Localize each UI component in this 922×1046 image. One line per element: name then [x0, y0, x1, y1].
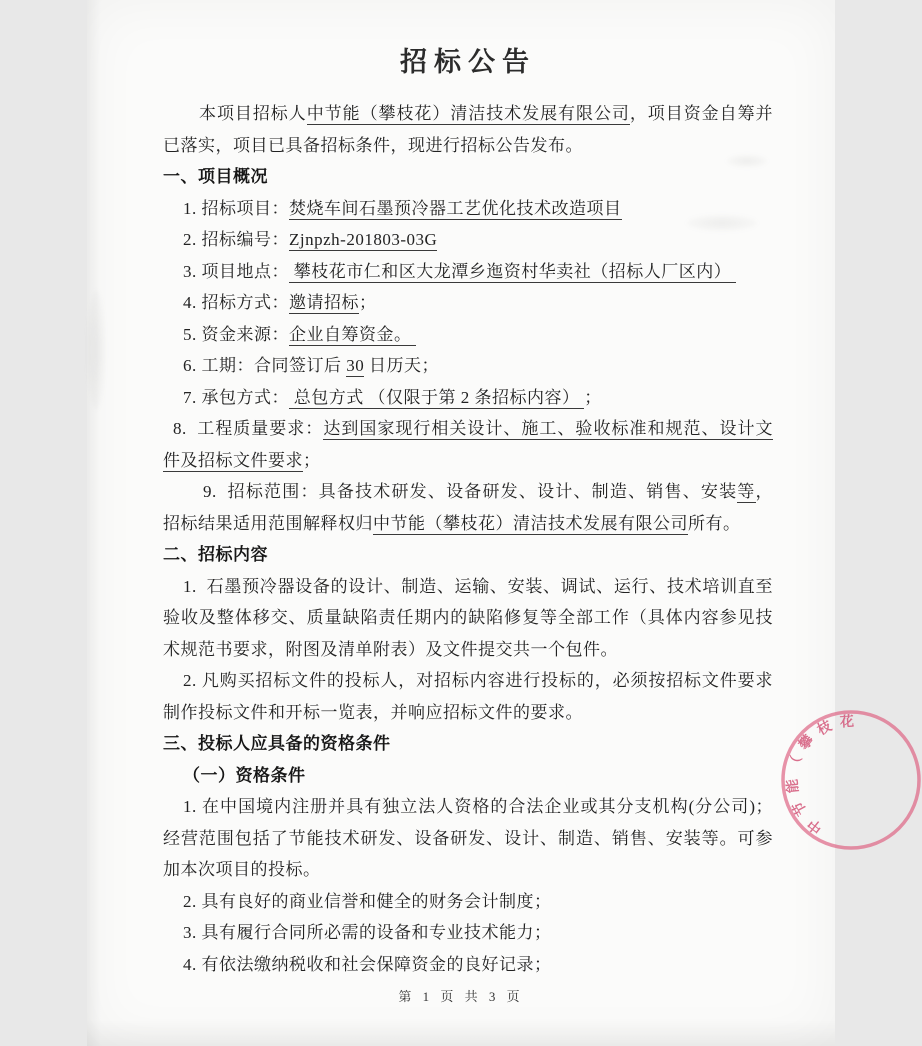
document-title: 招标公告	[400, 47, 536, 77]
seal-ring	[783, 712, 919, 848]
seal-character: （	[786, 754, 806, 773]
scan-edge-shadow-bottom	[87, 1020, 835, 1046]
seal-character: 节	[790, 798, 811, 818]
text-run: ，项目资金自筹并已落实，项目已具备招标条件，现进行招标公告发布。	[163, 104, 774, 155]
scan-smudge	[87, 290, 105, 410]
text-run: ；	[303, 450, 321, 470]
text-run: ， 招标结果适用范围解释权归	[163, 482, 783, 533]
list-item	[163, 413, 773, 476]
section3-subheading: （一）资格条件	[183, 765, 306, 785]
seal-character: 花	[839, 714, 855, 731]
text-run: 1. 招标项目：	[183, 198, 289, 218]
text-run-underlined: 焚烧车间石墨预冷器工艺优化技术改造项目	[289, 198, 622, 218]
section3-heading: 三、投标人应具备的资格条件	[163, 734, 391, 753]
text-run: 1. 石墨预冷器设备的设计、制造、运输、安装、调试、运行、技术培训直至验收及整体移交、质量缺陷责任期内的缺陷修复等全部工作（具体内容参见技术规范书要求，附图及清单附表）及文件提交共一个包件。	[163, 576, 773, 659]
text-run: 4. 招标方式：	[183, 293, 289, 312]
seal-character: 攀	[796, 732, 818, 754]
seal-character: 能	[785, 778, 803, 794]
text-run-underlined: 邀请招标	[289, 293, 359, 312]
list-item	[163, 319, 773, 351]
text-run: 1. 在中国境内注册并具有独立法人资格的合法企业或其分支机构(分公司)；经营范围包括了节能技术研发、设备研发、设计、制造、销售、安装等。可参加本次项目的投标。	[163, 797, 773, 879]
text-run-underlined: 攀枝花市仁和区大龙潭乡迤资村华卖社（招标人厂区内）	[289, 261, 736, 281]
list-item	[163, 476, 783, 539]
text-run: 7. 承包方式：	[183, 387, 289, 407]
text-run-underlined: 达到国家现行相关设计、施工、验收标准和规范、设计文件及招标文件要求	[163, 419, 774, 470]
text-run: 2. 招标编号：	[183, 230, 289, 249]
paragraph	[163, 571, 773, 666]
text-run: 2. 具有良好的商业信誉和健全的财务会计制度；	[183, 891, 552, 911]
text-run: 4. 有依法缴纳税收和社会保障资金的良好记录；	[183, 954, 552, 974]
text-run: 8. 工程质量要求：	[173, 419, 324, 438]
text-run-underlined: 等	[737, 482, 756, 501]
seal-character: 中	[805, 815, 826, 836]
list-item	[163, 224, 773, 256]
text-run-underlined: 企业自筹资金。	[289, 324, 417, 344]
text-run: 9. 招标范围：具备技术研发、设备研发、设计、制造、销售、安装	[203, 482, 738, 501]
text-run: 3. 具有履行合同所必需的设备和专业技术能力；	[183, 923, 552, 942]
text-run: 5. 资金来源：	[183, 324, 289, 344]
text-run-underlined: 中节能（攀枝花）清洁技术发展有限公司	[373, 513, 688, 533]
text-run-underlined: 总包方式 （仅限于第 2 条招标内容）	[289, 387, 585, 407]
list-item	[163, 287, 773, 319]
text-run: 本项目招标人	[199, 104, 307, 123]
text-run: ；	[359, 293, 377, 312]
list-item	[163, 193, 773, 225]
scanned-document-page	[87, 0, 855, 1046]
text-run: 3. 项目地点：	[183, 261, 289, 281]
section2-heading: 二、招标内容	[163, 545, 268, 564]
list-item	[163, 382, 773, 414]
list-item	[163, 949, 773, 981]
text-run: 6. 工期：合同签订后	[183, 356, 347, 375]
list-item	[163, 350, 773, 382]
text-run: 所有。	[688, 513, 741, 533]
seal-character: 枝	[815, 718, 835, 739]
intro-paragraph	[163, 98, 773, 161]
text-run: 2. 凡购买招标文件的投标人，对招标内容进行投标的，必须按招标文件要求制作投标文件和开标一览表，并响应招标文件的要求。	[163, 671, 773, 722]
list-item	[163, 917, 773, 949]
text-run: ；	[584, 387, 602, 407]
text-run-underlined: Zjnpzh-201803-03G	[289, 230, 438, 249]
page-footer: 第 1 页 共 3 页	[398, 989, 524, 1004]
paragraph	[163, 665, 773, 728]
text-run: 日历天；	[364, 356, 439, 375]
text-run-underlined: 30	[346, 356, 365, 375]
text-run-underlined: 中节能（攀枝花）清洁技术发展有限公司	[306, 104, 630, 123]
list-item	[163, 791, 773, 886]
scan-edge-shadow-left	[87, 0, 101, 1046]
section1-heading: 一、项目概况	[163, 167, 268, 186]
list-item	[163, 886, 773, 918]
company-seal-stamp	[751, 680, 922, 880]
list-item	[163, 256, 773, 288]
document-body	[163, 44, 783, 980]
